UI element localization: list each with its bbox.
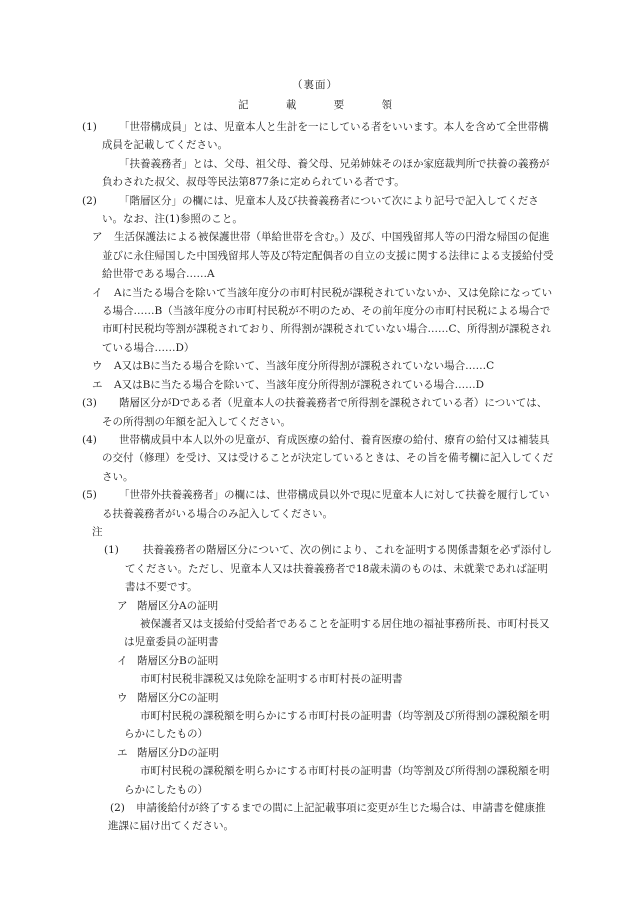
item-5-number: (5) xyxy=(82,489,97,502)
note-sub-i-desc: 市町村民税非課税又は免除を証明する市町村長の証明書 xyxy=(140,673,403,686)
note-1-text: 扶養義務者の階層区分について、次の例により、これを証明する関係書類を必ず添付してください。ただし、児童本人又は扶養義務者で18歳未満のものは、未就業であれば証明書は不要です。 xyxy=(125,544,553,594)
note-sub-i-title: 階層区分Bの証明 xyxy=(137,654,219,667)
side-label: （裏面） xyxy=(292,79,338,91)
item-4-number: (4) xyxy=(82,433,97,446)
item-2-sub-i-label: イ xyxy=(92,286,103,299)
note-2-text: 申請後給付が終了するまでの間に上記記載事項に変更が生じた場合は、申請書を健康推進課に届け出てください。 xyxy=(108,802,546,833)
item-2-sub-e-text: A又はBに当たる場合を除いて、当該年度分所得割が課税されている場合……D xyxy=(114,378,485,391)
note-sub-a xyxy=(0,597,630,652)
item-2-text: 「階層区分」の欄には、児童本人及び扶養義務者について次により記号で記入してください。なお、注(1)参照のこと。 xyxy=(102,194,539,226)
item-1-text: 「世帯構成員」とは、児童本人と生計を一にしている者をいいます。本人を含めて全世帯構成員を記載してください。 xyxy=(102,121,549,152)
item-2 xyxy=(0,192,630,229)
item-2-number: (2) xyxy=(82,194,97,207)
item-4 xyxy=(0,431,630,486)
note-sub-i xyxy=(0,652,630,689)
item-2-sub-u-label: ウ xyxy=(92,360,103,373)
note-sub-a-label: ア xyxy=(117,599,128,612)
item-3-text: 階層区分がDである者（児童本人の扶養義務者で所得割を課税されている者）については、その所得割の年額を記入してください。 xyxy=(102,397,548,428)
note-sub-a-desc: 被保護者又は支援給付受給者であることを証明する居住地の福祉事務所長、市町村長又は児童委員の証明書 xyxy=(124,617,550,649)
note-sub-u xyxy=(0,689,630,744)
item-2-sub-a-text: 生活保護法による被保護世帯（単給世帯を含む。）及び、中国残留邦人等の円滑な帰国の促進並びに永住帰国した中国残留邦人等及び特定配偶者の自立の支援に関する法律による支援給付受給世帯である場合……A xyxy=(102,231,554,281)
item-4-text: 世帯構成員中本人以外の児童が、育成医療の給付、養育医療の給付、療育の給付又は補装具の交付（修理）を受け、又は受けることが決定しているときは、その旨を備考欄に記入してください。 xyxy=(102,433,554,483)
note-heading: 注 xyxy=(92,525,103,538)
note-sub-e-label: エ xyxy=(117,746,128,759)
item-1-continuation: 「扶養義務者」とは、父母、祖父母、養父母、兄弟姉妹そのほか家庭裁判所で扶養の義務が負わされた叔父、叔母等民法第877条に定められている者です。 xyxy=(102,157,550,189)
item-2-sub-e-label: エ xyxy=(92,378,103,391)
note-sub-i-label: イ xyxy=(117,654,128,667)
note-sub-e xyxy=(0,744,630,799)
item-2-sub-u xyxy=(0,357,630,375)
item-1-number: (1) xyxy=(82,121,97,133)
note-sub-e-title: 階層区分Dの証明 xyxy=(137,746,219,759)
note-sub-a-title: 階層区分Aの証明 xyxy=(137,599,219,612)
note-sub-u-title: 階層区分Cの証明 xyxy=(137,691,219,704)
item-3-number: (3) xyxy=(82,397,97,410)
instructions-body xyxy=(0,118,630,836)
item-2-sub-i-text: Aに当たる場合を除いて当該年度分の市町村民税が課税されていないか、又は免除になっている場合……B（当該年度分の市町村民税が不明のため、その前年度分の市町村民税による場合で市町村民税均等割が課税されており、所得割が課税されていない場合……C、所得割が課税されている場合……D） xyxy=(102,286,553,354)
note-sub-u-label: ウ xyxy=(117,691,128,704)
item-2-sub-i xyxy=(0,284,630,358)
item-2-sub-a-label: ア xyxy=(92,231,103,244)
item-2-sub-e xyxy=(0,376,630,394)
note-1 xyxy=(0,541,630,596)
document-title: 記 載 要 領 xyxy=(237,99,392,111)
item-5 xyxy=(0,486,630,523)
note-2-number: (2) xyxy=(110,802,125,815)
note-sub-e-desc: 市町村民税の課税額を明らかにする市町村長の証明書（均等割及び所得割の課税額を明らかにしたもの） xyxy=(124,765,550,796)
note-1-number: (1) xyxy=(104,544,119,557)
item-3 xyxy=(0,394,630,431)
item-1 xyxy=(0,118,630,192)
note-2 xyxy=(0,799,630,836)
item-5-text: 「世帯外扶養義務者」の欄には、世帯構成員以外で現に児童本人に対して扶養を履行している扶養義務者がいる場合のみ記入してください。 xyxy=(102,489,550,520)
note-sub-u-desc: 市町村民税の課税額を明らかにする市町村長の証明書（均等割及び所得割の課税額を明らかにしたもの） xyxy=(124,710,550,741)
item-2-sub-u-text: A又はBに当たる場合を除いて、当該年度分所得割が課税されていない場合……C xyxy=(114,360,495,373)
item-2-sub-a xyxy=(0,228,630,283)
